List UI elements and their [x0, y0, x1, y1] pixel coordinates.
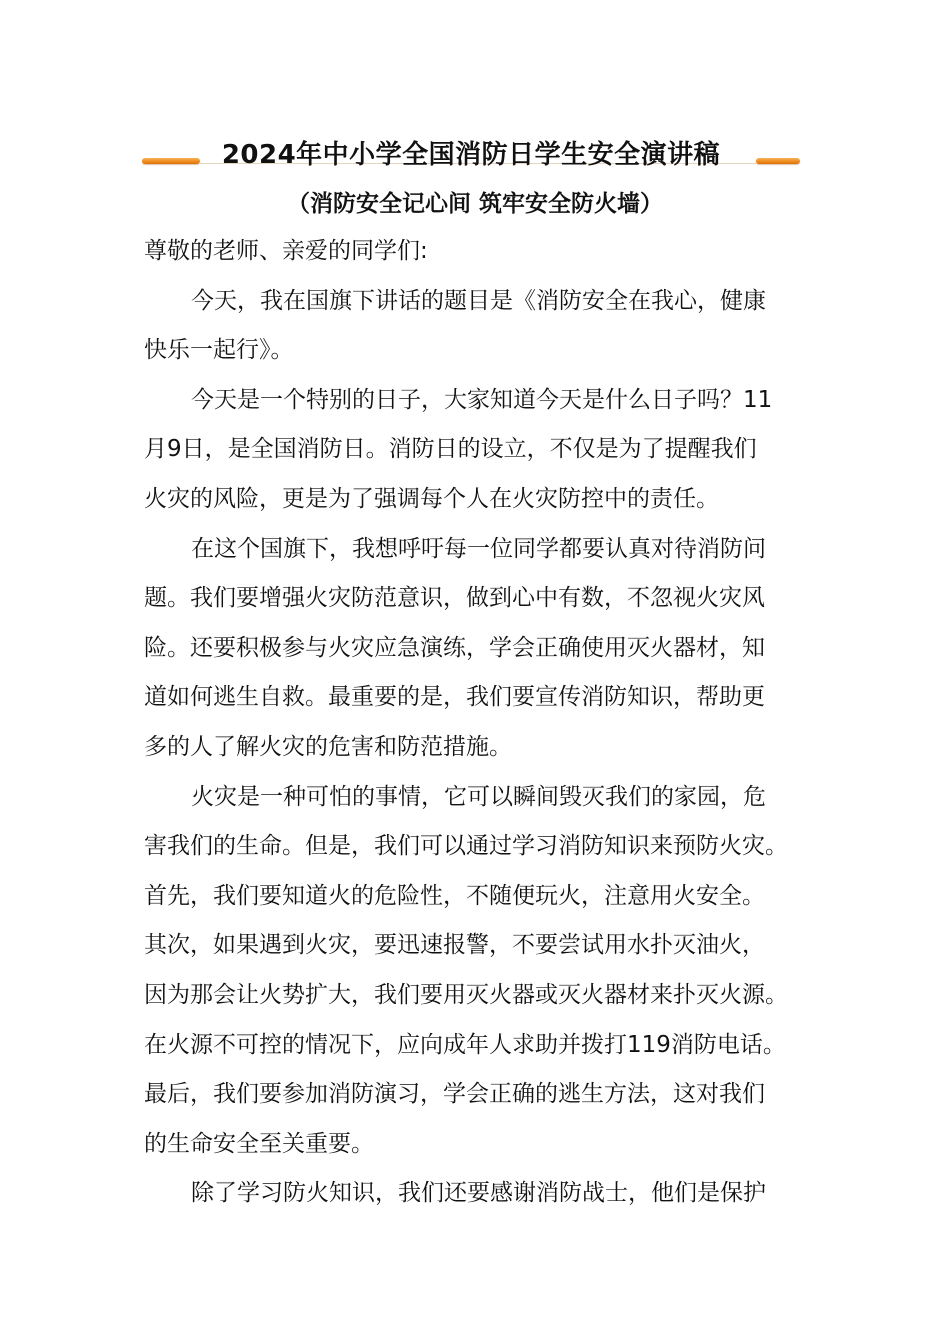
- body-line: 害我们的生命。但是，我们可以通过学习消防知识来预防火灾。: [144, 833, 788, 860]
- body-line: 今天是一个特别的日子，大家知道今天是什么日子吗？11: [191, 386, 773, 413]
- body-line: 其次，如果遇到火灾，要迅速报警，不要尝试用水扑灭油火，: [144, 932, 765, 959]
- body-line: 题。我们要增强火灾防范意识，做到心中有数，不忽视火灾风: [144, 585, 765, 612]
- body-line: 多的人了解火灾的危害和防范措施。: [144, 733, 512, 760]
- document-body: [144, 227, 814, 1219]
- body-line: 险。还要积极参与火灾应急演练，学会正确使用灭火器材，知: [144, 634, 765, 661]
- salutation: 尊敬的老师、亲爱的同学们:: [144, 238, 428, 264]
- document-title: 2024年中小学全国消防日学生安全演讲稿: [221, 140, 721, 170]
- body-line: 在火源不可控的情况下，应向成年人求助并拨打119消防电话。: [144, 1031, 786, 1058]
- body-line: 最后，我们要参加消防演习，学会正确的逃生方法，这对我们: [144, 1081, 765, 1108]
- body-line: 首先，我们要知道火的危险性，不随便玩火，注意用火安全。: [144, 882, 765, 909]
- body-line: 月9日，是全国消防日。消防日的设立，不仅是为了提醒我们: [144, 436, 757, 463]
- body-line: 今天，我在国旗下讲话的题目是《消防安全在我心，健康: [191, 287, 766, 314]
- body-line: 快乐一起行》。: [144, 337, 294, 364]
- body-line: 因为那会让火势扩大，我们要用灭火器或灭火器材来扑灭火源。: [144, 981, 788, 1008]
- body-line: 在这个国旗下，我想呼吁每一位同学都要认真对待消防问: [191, 535, 766, 562]
- body-line: 火灾的风险，更是为了强调每个人在火灾防控中的责任。: [144, 485, 719, 512]
- body-line: 的生命安全至关重要。: [144, 1130, 374, 1157]
- title-block: [140, 132, 802, 172]
- document-subtitle: （消防安全记心间 筑牢安全防火墙）: [286, 191, 663, 217]
- body-line: 除了学习防火知识，我们还要感谢消防战士，他们是保护: [191, 1180, 766, 1207]
- body-line: 火灾是一种可怕的事情，它可以瞬间毁灭我们的家园，危: [191, 783, 766, 810]
- body-line: 道如何逃生自救。最重要的是，我们要宣传消防知识，帮助更: [144, 684, 765, 711]
